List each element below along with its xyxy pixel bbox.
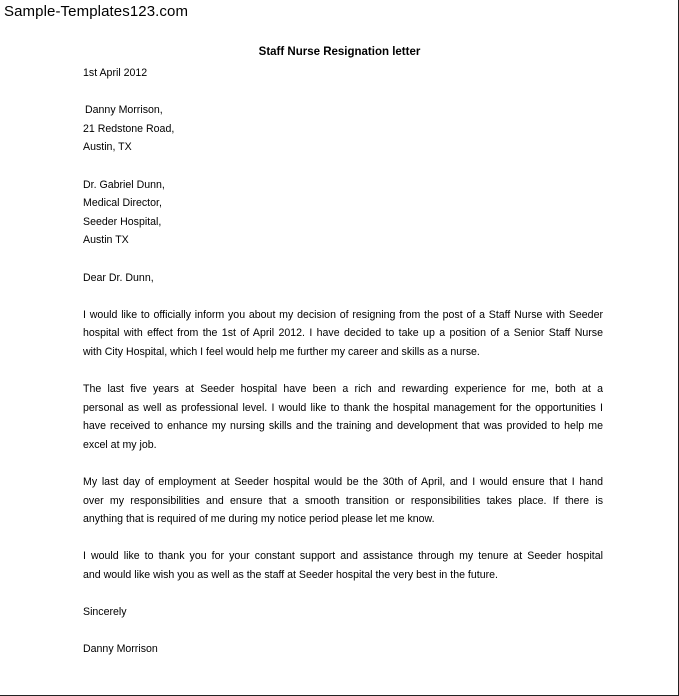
letter-body bbox=[83, 64, 603, 659]
paragraph-1 bbox=[83, 306, 603, 362]
closing: Sincerely bbox=[83, 606, 127, 619]
paragraph-line: My last day of employment at Seeder hospital would be the 30th of April, and I would ensure that I hand bbox=[83, 476, 603, 489]
paragraph-line: The last five years at Seeder hospital have been a rich and rewarding experience for me, both at a bbox=[83, 383, 603, 396]
paragraph-line: hospital with effect from the 1st of April 2012. I have decided to take up a position of a Senior Staff Nurse bbox=[83, 327, 603, 340]
watermark: Sample-Templates123.com bbox=[4, 3, 189, 20]
signature-name: Danny Morrison bbox=[83, 643, 158, 656]
sender-city: Austin, TX bbox=[83, 141, 132, 154]
paragraph-line: and would like wish you as well as the staff at Seeder hospital the very best in the future. bbox=[83, 569, 498, 582]
letter-date: 1st April 2012 bbox=[83, 67, 148, 79]
paragraph-line: I would like to thank you for your constant support and assistance through my tenure at Seeder hospital bbox=[83, 550, 603, 563]
sender-name: Danny Morrison, bbox=[85, 104, 163, 117]
paragraph-line: anything that is required of me during my notice period please let me know. bbox=[83, 513, 435, 526]
paragraph-line: with City Hospital, which I feel would help me further my career and skills as a nurse. bbox=[83, 345, 480, 358]
paragraph-line: have received to enhance my nursing skills and the training and development that was provided to help me bbox=[83, 420, 603, 433]
paragraph-3 bbox=[83, 473, 603, 529]
sender-street: 21 Redstone Road, bbox=[83, 122, 175, 135]
paragraph-line: personal as well as professional level. I would like to thank the hospital management for the opportunities I bbox=[83, 401, 603, 414]
sender-address bbox=[83, 101, 603, 157]
paragraph-4 bbox=[83, 547, 603, 584]
paragraph-line: excel at my job. bbox=[83, 438, 157, 451]
recipient-address bbox=[83, 176, 603, 250]
paragraph-line: over my responsibilities and ensure that a smooth transition or responsibilities takes place. If there is bbox=[83, 494, 603, 507]
recipient-name: Dr. Gabriel Dunn, bbox=[83, 178, 165, 191]
recipient-title: Medical Director, bbox=[83, 197, 162, 210]
paragraph-2 bbox=[83, 380, 603, 454]
salutation: Dear Dr. Dunn, bbox=[83, 271, 154, 284]
recipient-city: Austin TX bbox=[83, 234, 129, 247]
paragraph-line: I would like to officially inform you about my decision of resigning from the post of a Staff Nurse with Seeder bbox=[83, 308, 603, 321]
recipient-org: Seeder Hospital, bbox=[83, 215, 162, 228]
letter-title: Staff Nurse Resignation letter bbox=[258, 46, 421, 58]
